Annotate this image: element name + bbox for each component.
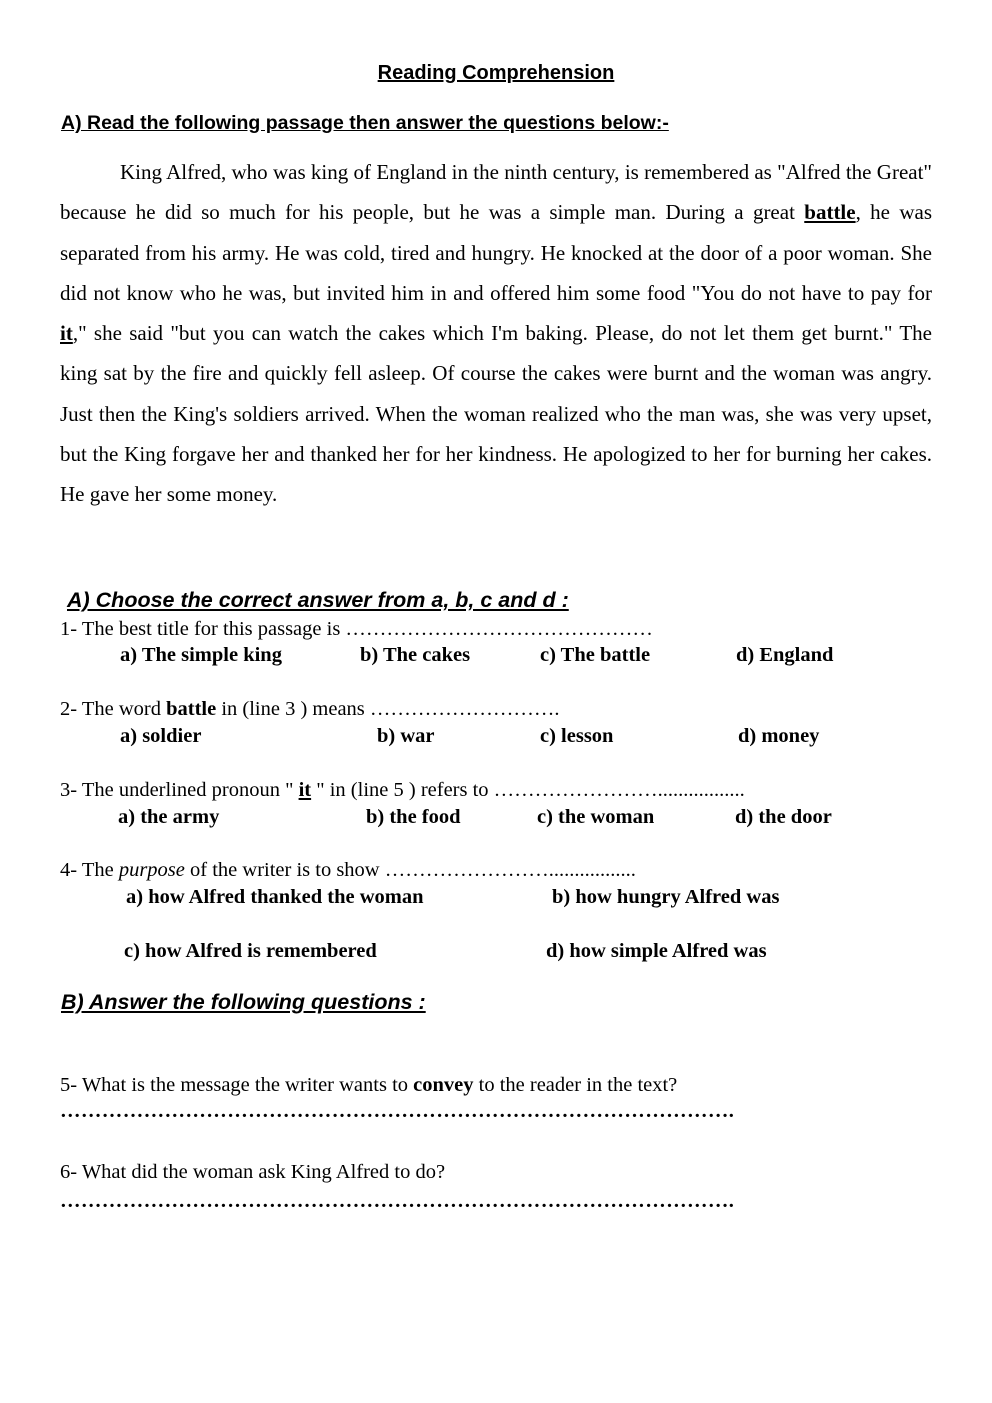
q3-option-a[interactable]: a) the army <box>118 806 220 828</box>
q2-option-d[interactable]: d) money <box>738 725 820 747</box>
passage-instruction: A) Read the following passage then answer the questions below:- <box>61 112 669 134</box>
q2-option-b[interactable]: b) war <box>377 725 435 747</box>
q2-text-post: in (line 3 ) means ………………………. <box>216 698 560 720</box>
q3-text-pre: 3- The underlined pronoun " <box>60 779 299 801</box>
q6-answer-line[interactable]: ……………………………………………………………………………………. <box>60 1190 735 1212</box>
reading-passage <box>60 152 932 515</box>
question-5 <box>60 1074 677 1097</box>
question-3 <box>60 779 745 802</box>
q4-keyword: purpose <box>118 859 185 881</box>
q4-option-b[interactable]: b) how hungry Alfred was <box>552 886 780 908</box>
q2-keyword: battle <box>166 698 217 720</box>
q3-text-post: " in (line 5 ) refers to ……………………................. <box>311 779 745 801</box>
passage-part-2: , he was separated from his army. He was cold, tired and hungry. He knocked at the door of a poor woman. She did not know who he was, but invited him in and offered him some food "You do not have to pay for <box>60 200 933 305</box>
section-b-heading: B) Answer the following questions : <box>61 990 426 1014</box>
q1-option-d[interactable]: d) England <box>736 644 834 666</box>
q5-keyword: convey <box>413 1074 474 1096</box>
question-6: 6- What did the woman ask King Alfred to do? <box>60 1161 446 1183</box>
page-title: Reading Comprehension <box>377 62 615 84</box>
q2-option-c[interactable]: c) lesson <box>540 725 614 747</box>
passage-part-3: ," she said "but you can watch the cakes which I'm baking. Please, do not let them get burnt." The king sat by the fire and quickly fell asleep. Of course the cakes were burnt and the woman was angry. Just then the King's soldiers arrived. When the woman realized who the man was, she was very upset, but the King forgave her and thanked her for her kindness. He apologized to her for burning her cakes. He gave her some money. <box>60 321 932 507</box>
q4-option-c[interactable]: c) how Alfred is remembered <box>124 940 377 962</box>
q4-text-pre: 4- The <box>60 859 119 881</box>
q2-option-a[interactable]: a) soldier <box>120 725 202 747</box>
q1-option-a[interactable]: a) The simple king <box>120 644 282 666</box>
question-2 <box>60 698 560 721</box>
q5-text-pre: 5- What is the message the writer wants to <box>60 1074 414 1096</box>
q5-text-post: to the reader in the text? <box>473 1074 678 1096</box>
passage-keyword-it: it <box>60 321 73 346</box>
question-1: 1- The best title for this passage is ……………………………………… <box>60 618 653 640</box>
q4-text-post: of the writer is to show ……………………................. <box>184 859 636 881</box>
q1-option-b[interactable]: b) The cakes <box>360 644 471 666</box>
q4-option-d[interactable]: d) how simple Alfred was <box>546 940 767 962</box>
q5-answer-line[interactable]: ……………………………………………………………………………………. <box>60 1100 735 1122</box>
passage-keyword-battle: battle <box>804 200 856 225</box>
q3-option-c[interactable]: c) the woman <box>537 806 655 828</box>
q1-option-c[interactable]: c) The battle <box>540 644 651 666</box>
q2-text-pre: 2- The word <box>60 698 167 720</box>
q3-option-d[interactable]: d) the door <box>735 806 832 828</box>
question-4 <box>60 859 636 882</box>
passage-part-1: King Alfred, who was king of England in the ninth century, is remembered as "Alfred the Great" because he did so much for his people, but he was a simple man. During a great <box>60 160 932 225</box>
section-a-heading: A) Choose the correct answer from a, b, c and d : <box>67 588 569 612</box>
q4-option-a[interactable]: a) how Alfred thanked the woman <box>126 886 424 908</box>
q3-keyword: it <box>298 779 312 801</box>
q3-option-b[interactable]: b) the food <box>366 806 461 828</box>
